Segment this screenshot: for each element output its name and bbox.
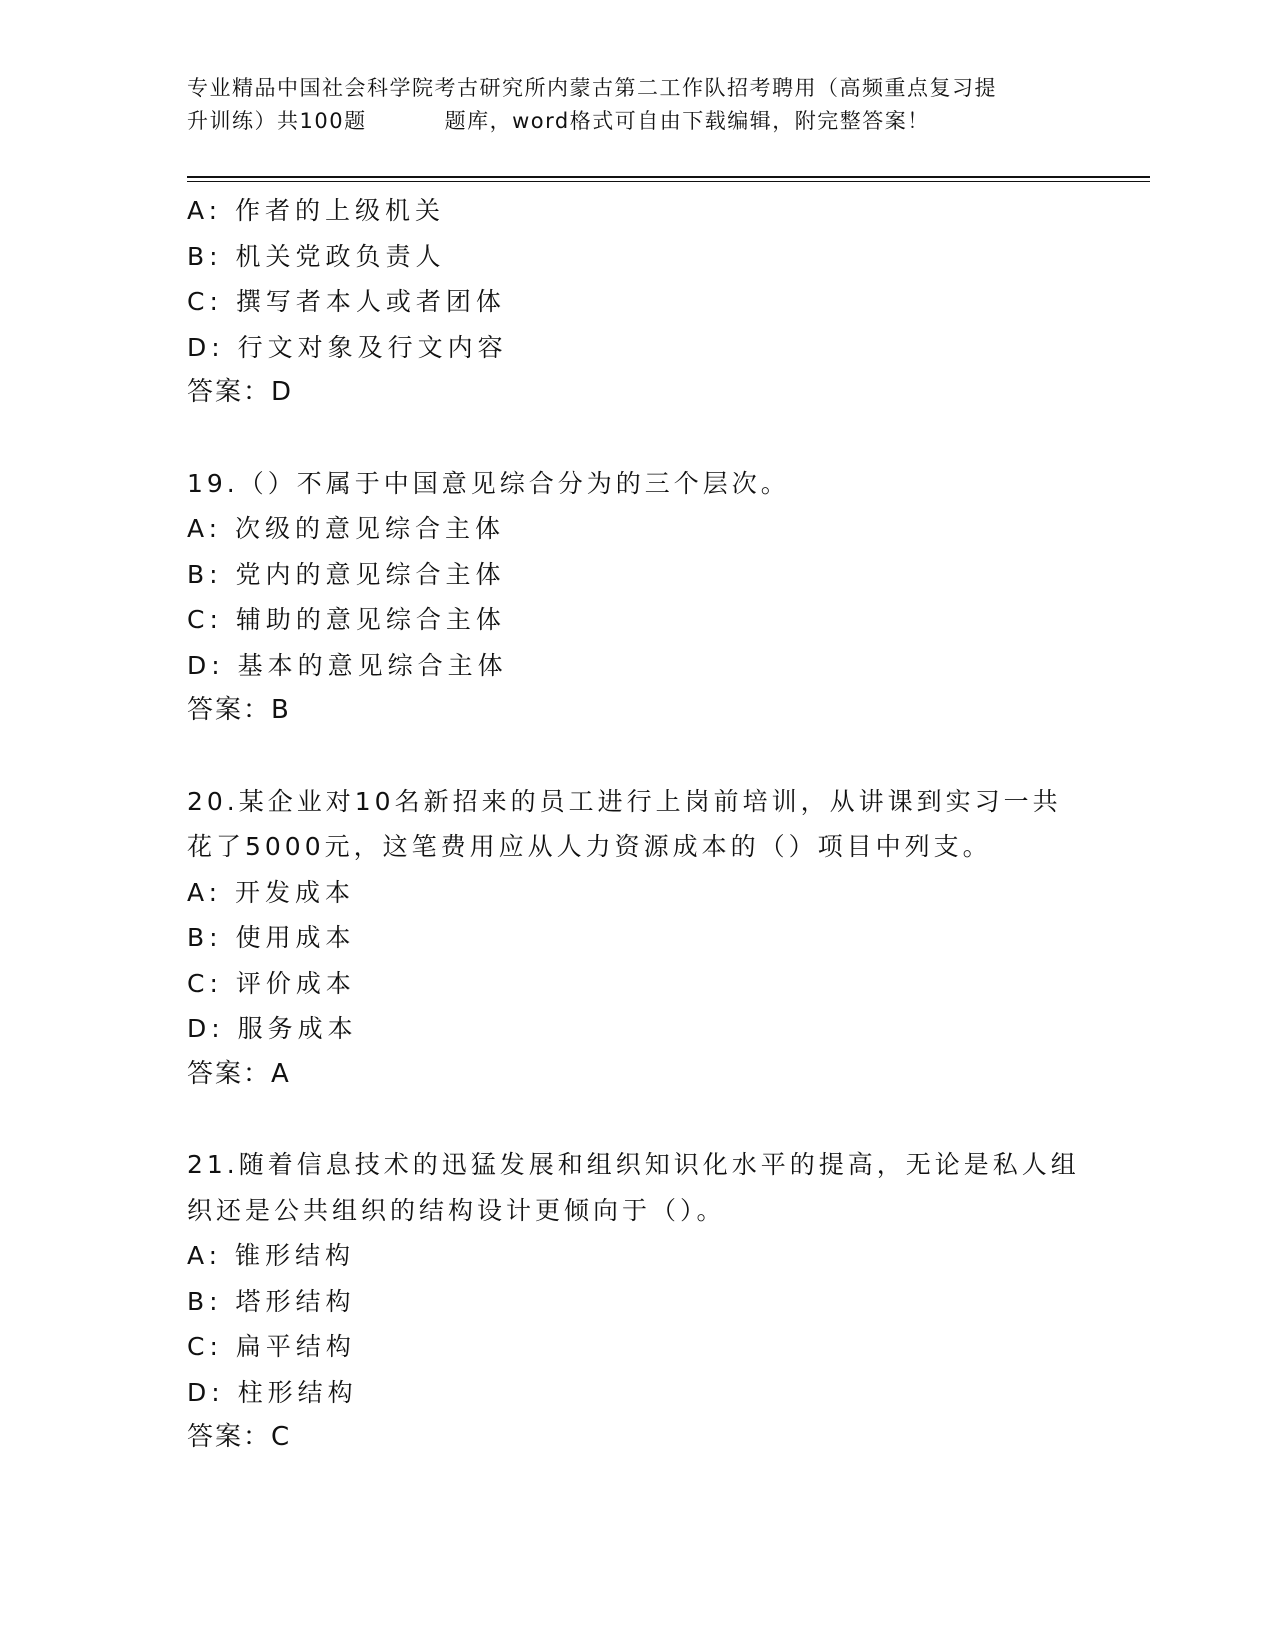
option-b: B: 塔形结构 xyxy=(187,1286,356,1316)
question-text-line-1: 21.随着信息技术的迅猛发展和组织知识化水平的提高，无论是私人组 xyxy=(187,1150,1080,1179)
question-text: 19.（）不属于中国意见综合分为的三个层次。 xyxy=(187,468,790,498)
option-b: B: 党内的意见综合主体 xyxy=(187,559,506,589)
option-a: A: 次级的意见综合主体 xyxy=(187,514,506,543)
answer-line: 答案：C xyxy=(187,1422,292,1452)
page-header xyxy=(187,72,1087,138)
option-b: B: 使用成本 xyxy=(187,923,356,952)
option-a: A: 作者的上级机关 xyxy=(187,196,446,225)
option-c: C: 撰写者本人或者团体 xyxy=(187,287,506,316)
header-rule-thick xyxy=(187,176,1150,178)
answer-line: 答案：D xyxy=(187,377,294,407)
header-rule-thin xyxy=(187,181,1150,182)
question-content xyxy=(187,188,1087,1461)
option-d: D: 行文对象及行文内容 xyxy=(187,332,508,362)
option-c: C: 扁平结构 xyxy=(187,1332,356,1361)
header-line-2-part-b: 题库，word格式可自由下载编辑，附完整答案！ xyxy=(444,109,930,133)
question-19 xyxy=(187,461,1087,734)
option-a: A: 开发成本 xyxy=(187,877,356,907)
question-text-line-2: 花了5000元，这笔费用应从人力资源成本的（）项目中列支。 xyxy=(187,832,992,861)
option-b: B: 机关党政负责人 xyxy=(187,241,446,271)
option-d: D: 服务成本 xyxy=(187,1014,358,1043)
question-text-line-1: 20.某企业对10名新招来的员工进行上岗前培训，从讲课到实习一共 xyxy=(187,786,1062,816)
question-text-line-2: 织还是公共组织的结构设计更倾向于（）。 xyxy=(187,1195,726,1225)
option-c: C: 辅助的意见综合主体 xyxy=(187,605,506,634)
option-d: D: 柱形结构 xyxy=(187,1377,358,1407)
header-line-2 xyxy=(187,105,1087,138)
previous-question-block xyxy=(187,188,1087,416)
question-20 xyxy=(187,779,1087,1098)
option-c: C: 评价成本 xyxy=(187,968,356,998)
question-21 xyxy=(187,1142,1087,1461)
header-line-2-part-a: 升训练）共100题 xyxy=(187,109,367,133)
header-line-1: 专业精品中国社会科学院考古研究所内蒙古第二工作队招考聘用（高频重点复习提 xyxy=(187,76,997,100)
option-d: D: 基本的意见综合主体 xyxy=(187,650,508,680)
option-a: A: 锥形结构 xyxy=(187,1241,356,1270)
answer-line: 答案：B xyxy=(187,695,291,725)
answer-line: 答案：A xyxy=(187,1058,291,1089)
